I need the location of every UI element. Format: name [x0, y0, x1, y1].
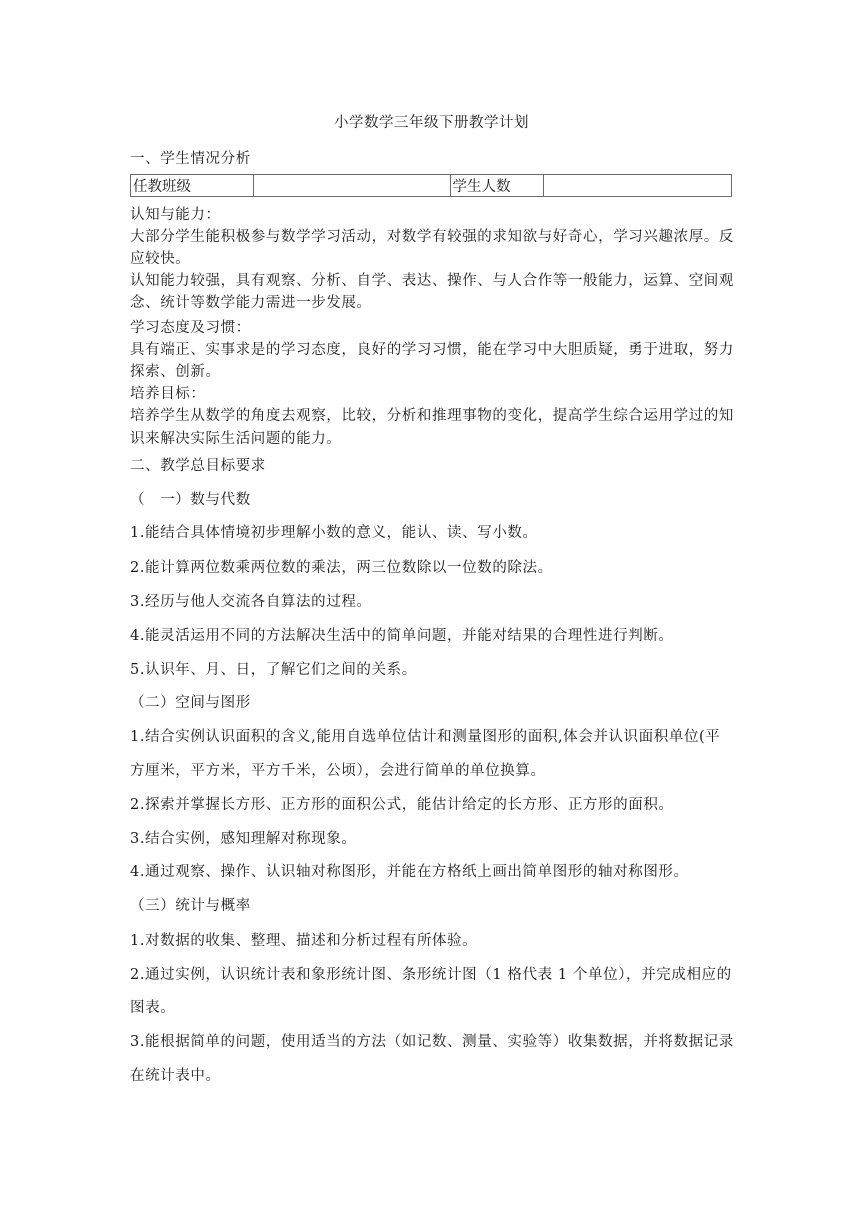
statistics-item-2-line-2: 图表。	[130, 1000, 176, 1016]
cognition-heading: 认知与能力：	[130, 207, 221, 223]
cognition-paragraph-2-line-2: 念、统计等数学能力需进一步发展。	[130, 295, 372, 311]
section-heading-teaching-goals: 二、教学总目标要求	[130, 458, 266, 474]
cognition-paragraph-1-line-2: 应较快。	[130, 251, 191, 267]
attitude-heading: 学习态度及习惯：	[130, 320, 251, 336]
class-value-cell	[254, 175, 450, 197]
section-heading-student-analysis: 一、学生情况分析	[130, 151, 251, 167]
space-item-3: 3.结合实例，感知理解对称现象。	[130, 831, 357, 847]
numbers-item-5: 5.认识年、月、日，了解它们之间的关系。	[130, 662, 417, 678]
attitude-paragraph-line-1: 具有端正、实事求是的学习态度，良好的学习习惯，能在学习中大胆质疑，勇于进取，努力	[130, 342, 734, 358]
goal-heading: 培养目标：	[130, 386, 206, 402]
statistics-item-1: 1.对数据的收集、整理、描述和分析过程有所体验。	[130, 933, 478, 949]
attitude-paragraph-line-2: 探索、创新。	[130, 364, 221, 380]
cognition-paragraph-2-line-1: 认知能力较强，具有观察、分析、自学、表达、操作、与人合作等一般能力，运算、空间观	[130, 273, 734, 289]
cognition-paragraph-1-line-1: 大部分学生能积极参与数学学习活动，对数学有较强的求知欲与好奇心，学习兴趣浓厚。反	[130, 229, 734, 245]
class-label-cell: 任教班级	[131, 175, 254, 197]
subsection-space-shapes: （二）空间与图形	[130, 695, 251, 711]
document-title: 小学数学三年级下册教学计划	[334, 115, 529, 131]
goal-paragraph-line-1: 培养学生从数学的角度去观察，比较，分析和推理事物的变化，提高学生综合运用学过的知	[130, 408, 734, 424]
numbers-item-1: 1.能结合具体情境初步理解小数的意义，能认、读、写小数。	[130, 525, 538, 541]
space-item-2: 2.探索并掌握长方形、正方形的面积公式，能估计给定的长方形、正方形的面积。	[130, 797, 674, 813]
student-count-label-cell: 学生人数	[450, 175, 543, 197]
subsection-statistics-probability: （三）统计与概率	[130, 898, 251, 914]
numbers-item-3: 3.经历与他人交流各自算法的过程。	[130, 594, 372, 610]
student-count-value-cell	[543, 175, 731, 197]
statistics-item-2-line-1: 2.通过实例，认识统计表和象形统计图、条形统计图（1 格代表 1 个单位），并完成相应的	[130, 967, 732, 983]
space-item-1-line-2: 方厘米，平方米，平方千米，公顷），会进行简单的单位换算。	[130, 763, 546, 779]
space-item-1-line-1: 1.结合实例认识面积的含义,能用自选单位估计和测量图形的面积,体会并认识面积单位(平	[130, 729, 721, 745]
space-item-4: 4.通过观察、操作、认识轴对称图形，并能在方格纸上画出简单图形的轴对称图形。	[130, 864, 689, 880]
statistics-item-3-line-2: 在统计表中。	[130, 1068, 221, 1084]
numbers-item-2: 2.能计算两位数乘两位数的乘法，两三位数除以一位数的除法。	[130, 560, 553, 576]
statistics-item-3-line-1: 3.能根据简单的问题，使用适当的方法（如记数、测量、实验等）收集数据，并将数据记录	[130, 1034, 734, 1050]
subsection-numbers-algebra: （ 一）数与代数	[130, 492, 251, 508]
goal-paragraph-line-2: 识来解决实际生活问题的能力。	[130, 431, 342, 447]
class-info-table	[130, 174, 732, 197]
numbers-item-4: 4.能灵活运用不同的方法解决生活中的简单问题，并能对结果的合理性进行判断。	[130, 628, 674, 644]
